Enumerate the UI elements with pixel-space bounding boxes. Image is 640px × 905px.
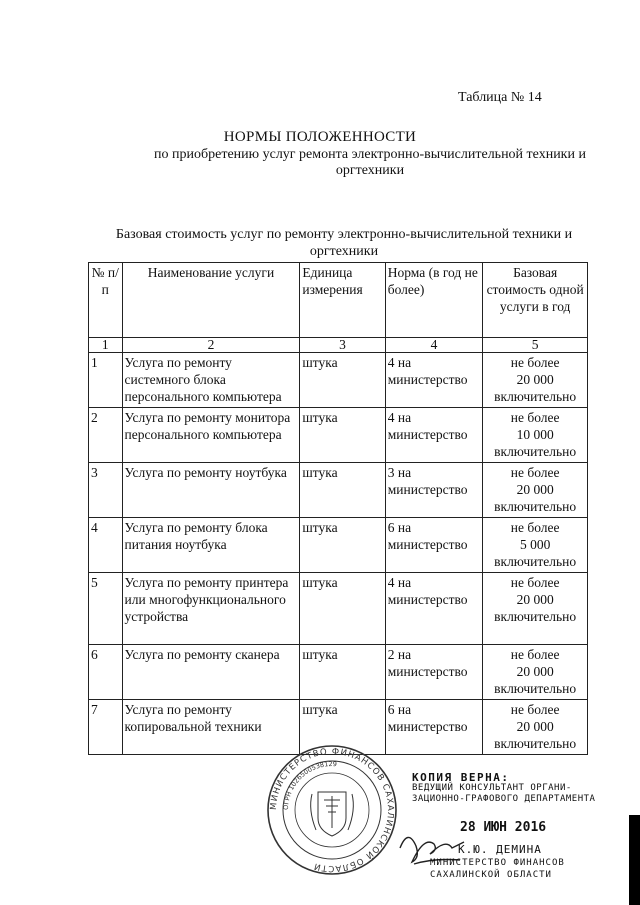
seal-outer-text: МИНИСТЕРСТВО ФИНАНСОВ САХАЛИНСКОЙ ОБЛАСТИ [268, 746, 396, 874]
certification-date: 28 ИЮН 2016 [460, 820, 547, 835]
service-name: Услуга по ремонту блока питания ноутбука [122, 518, 300, 573]
organization-line-2: САХАЛИНСКОЙ ОБЛАСТИ [430, 870, 552, 880]
norm-scope: министерство [387, 719, 468, 734]
organization-line-1: МИНИСТЕРСТВО ФИНАНСОВ [430, 858, 565, 868]
certification-organization [430, 857, 565, 881]
cost-prefix: не более [510, 410, 560, 425]
subtitle-line-1: по приобретению услуг ремонта электронно-вычислительной техники и [154, 147, 586, 162]
cost-suffix: включительно [494, 681, 577, 696]
cost-cell [483, 408, 588, 463]
service-name: Услуга по ремонту принтера или многофункционального устройства [122, 573, 300, 645]
cost-cell [483, 700, 588, 755]
cost-prefix: не более [510, 520, 560, 535]
cost-prefix: не более [510, 702, 560, 717]
cost-value: 20 000 [516, 372, 554, 387]
caption-line-1: Базовая стоимость услуг по ремонту электронно-вычислительной техники и [115, 227, 573, 242]
service-name: Услуга по ремонту системного блока персонального компьютера [122, 353, 300, 408]
row-number: 3 [89, 463, 123, 518]
norm-count: 2 на [387, 647, 412, 662]
norm-cell [385, 700, 483, 755]
column-index: 4 [385, 338, 483, 353]
header-number: № п/п [89, 263, 123, 338]
column-index: 5 [483, 338, 588, 353]
service-name: Услуга по ремонту монитора персонального компьютера [122, 408, 300, 463]
column-index: 1 [89, 338, 123, 353]
cost-cell [483, 518, 588, 573]
table-row [89, 573, 588, 645]
norm-count: 4 на [387, 410, 412, 425]
certification-position-line-1: ВЕДУЩИЙ КОНСУЛЬТАНТ ОРГАНИ- [412, 783, 572, 793]
cost-suffix: включительно [494, 736, 577, 751]
service-name: Услуга по ремонту копировальной техники [122, 700, 300, 755]
cost-value: 20 000 [516, 719, 554, 734]
cost-cell [483, 573, 588, 645]
header-base-cost: Базовая стоимость одной услуги в год [483, 263, 588, 338]
norm-scope: министерство [387, 482, 468, 497]
table-header-row [89, 263, 588, 338]
norm-count: 6 на [387, 520, 412, 535]
cost-prefix: не более [510, 575, 560, 590]
norm-cell [385, 463, 483, 518]
unit-of-measure: штука [300, 463, 385, 518]
cost-value: 20 000 [516, 664, 554, 679]
cost-suffix: включительно [494, 609, 577, 624]
row-number: 4 [89, 518, 123, 573]
norm-count: 3 на [387, 465, 412, 480]
row-number: 2 [89, 408, 123, 463]
cost-prefix: не более [510, 647, 560, 662]
cost-value: 20 000 [516, 592, 554, 607]
cost-suffix: включительно [494, 389, 577, 404]
table-number: Таблица № 14 [458, 90, 542, 105]
column-index: 2 [122, 338, 300, 353]
header-norm: Норма (в год не более) [385, 263, 483, 338]
norm-scope: министерство [387, 372, 468, 387]
norm-cell [385, 573, 483, 645]
service-name: Услуга по ремонту сканера [122, 645, 300, 700]
unit-of-measure: штука [300, 573, 385, 645]
table-row [89, 353, 588, 408]
norm-cell [385, 645, 483, 700]
table-caption [84, 226, 604, 260]
certification-heading: КОПИЯ ВЕРНА: [412, 771, 510, 784]
row-number: 5 [89, 573, 123, 645]
table-row [89, 518, 588, 573]
table-row [89, 408, 588, 463]
unit-of-measure: штука [300, 700, 385, 755]
header-unit: Единица измерения [300, 263, 385, 338]
cost-suffix: включительно [494, 499, 577, 514]
row-number: 6 [89, 645, 123, 700]
cost-cell [483, 463, 588, 518]
coat-of-arms-icon [311, 792, 354, 836]
norm-cell [385, 353, 483, 408]
norms-table [88, 262, 588, 755]
subtitle-line-2: оргтехники [335, 163, 405, 178]
cost-prefix: не более [510, 355, 560, 370]
norm-cell [385, 408, 483, 463]
column-index-row [89, 338, 588, 353]
norm-scope: министерство [387, 592, 468, 607]
service-name: Услуга по ремонту ноутбука [122, 463, 300, 518]
table-row [89, 645, 588, 700]
certification-position-line-2: ЗАЦИОННО-ГРАФОВОГО ДЕПАРТАМЕНТА [412, 794, 596, 804]
unit-of-measure: штука [300, 518, 385, 573]
norm-cell [385, 518, 483, 573]
row-number: 7 [89, 700, 123, 755]
cost-cell [483, 645, 588, 700]
cost-suffix: включительно [494, 554, 577, 569]
norm-count: 4 на [387, 575, 412, 590]
official-seal [266, 744, 398, 876]
cost-cell [483, 353, 588, 408]
unit-of-measure: штука [300, 408, 385, 463]
seal-inner-text: ОГРН 1026500538129 [281, 759, 338, 811]
document-subtitle [100, 147, 640, 179]
norm-scope: министерство [387, 664, 468, 679]
cost-value: 5 000 [519, 537, 551, 552]
document-title: НОРМЫ ПОЛОЖЕННОСТИ [223, 129, 417, 145]
scan-edge-mark [629, 815, 640, 905]
norm-scope: министерство [387, 537, 468, 552]
unit-of-measure: штука [300, 645, 385, 700]
table-row [89, 463, 588, 518]
norm-scope: министерство [387, 427, 468, 442]
certification-stamp [412, 772, 595, 805]
column-index: 3 [300, 338, 385, 353]
cost-value: 10 000 [516, 427, 554, 442]
cost-value: 20 000 [516, 482, 554, 497]
norm-count: 4 на [387, 355, 412, 370]
cost-suffix: включительно [494, 444, 577, 459]
caption-line-2: оргтехники [309, 244, 379, 259]
row-number: 1 [89, 353, 123, 408]
norm-count: 6 на [387, 702, 412, 717]
unit-of-measure: штука [300, 353, 385, 408]
header-service-name: Наименование услуги [122, 263, 300, 338]
certifier-name: К.Ю. ДЕМИНА [458, 843, 542, 856]
cost-prefix: не более [510, 465, 560, 480]
